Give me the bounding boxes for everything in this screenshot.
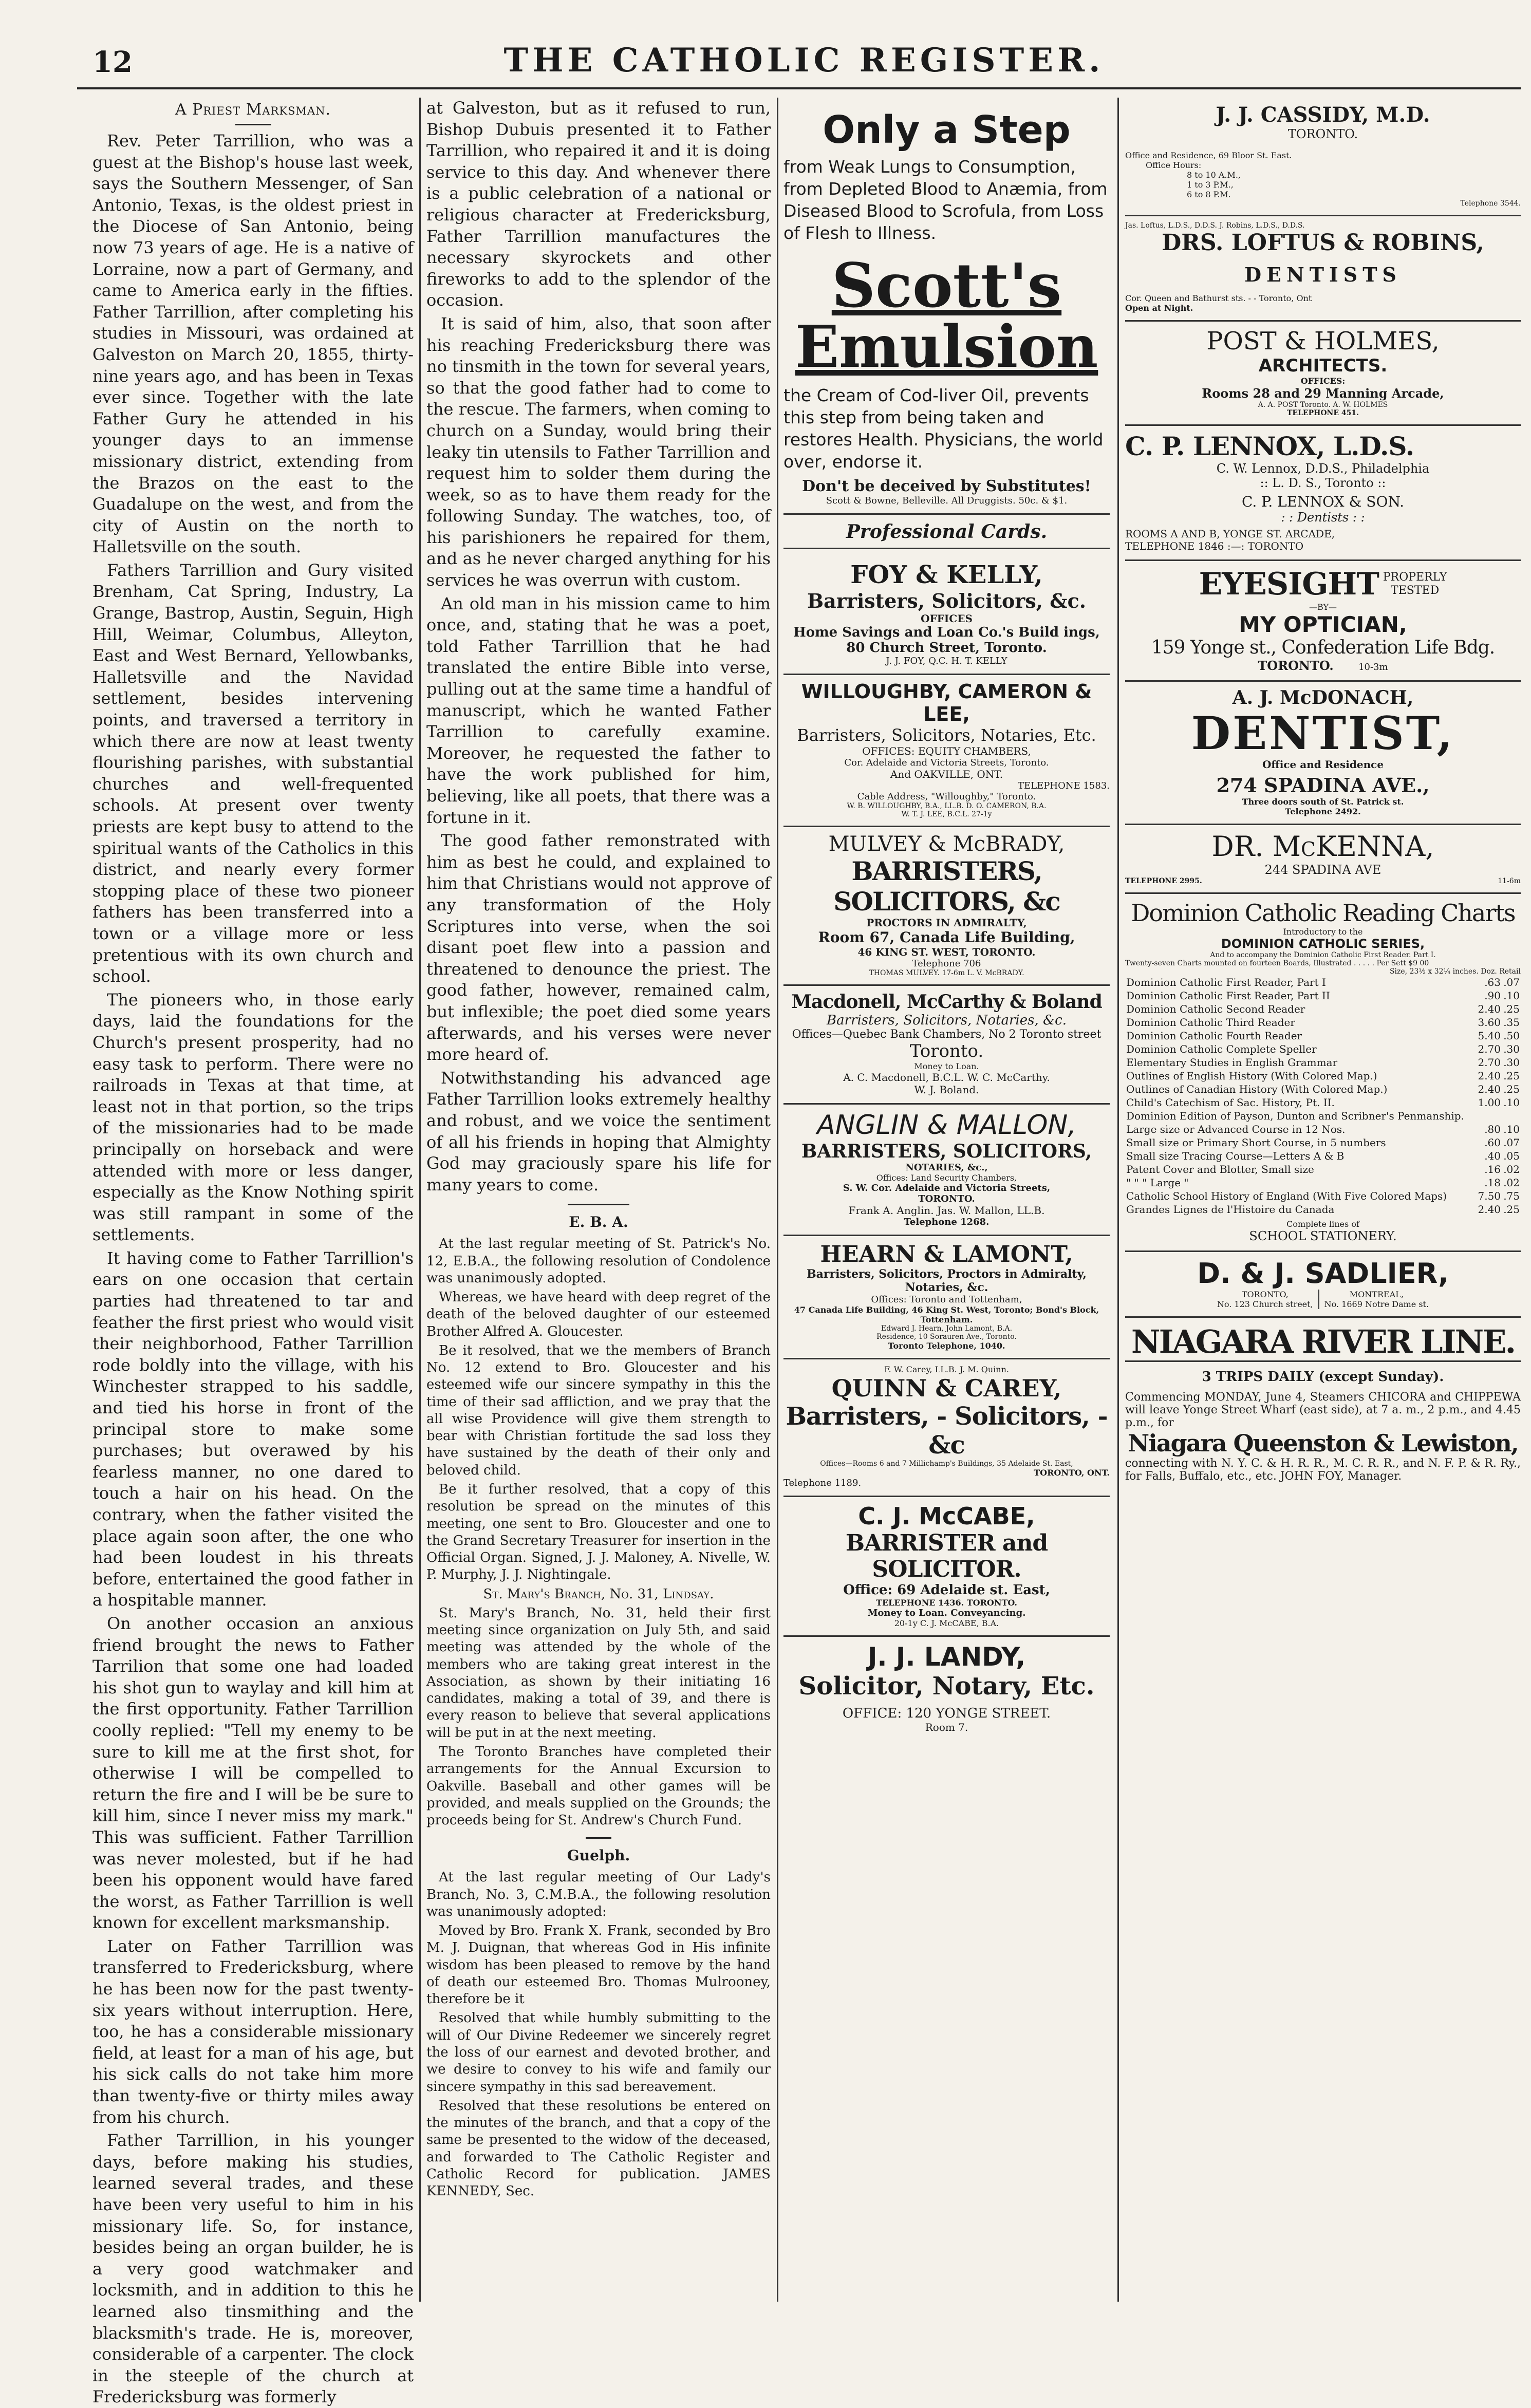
column-rule — [419, 98, 421, 2302]
price-cell-doz: 2.40 — [1478, 1069, 1501, 1082]
price-row — [1125, 1069, 1521, 1082]
eba-paragraph: Whereas, we have heard with deep regret of the death of the beloved daughter of our esteemed Brother Alfred A. Gloucester. — [426, 1290, 771, 1339]
card-line: TORONTO, ONT. — [1034, 1467, 1110, 1478]
card-line: TELEPHONE 1583. — [1018, 780, 1110, 791]
price-cell-name: Dominion Catholic First Reader, Part I — [1126, 976, 1326, 988]
card-line: Offices: Land Security Chambers, — [876, 1172, 1017, 1183]
card-name: MULVEY & McBRADY, — [828, 832, 1065, 856]
masthead — [77, 41, 1531, 87]
card-line: Telephone 3544. — [1460, 199, 1521, 208]
card-name: EYESIGHT — [1199, 566, 1379, 602]
article-separator — [568, 1204, 629, 1205]
mulvey-card — [783, 827, 1110, 986]
card-line: F. W. Carey, LL.B. J. M. Quinn. — [884, 1364, 1009, 1374]
card-line: 47 Canada Life Building, 46 King St. West, Toronto; Bond's Block, Tottenham. — [794, 1304, 1099, 1324]
card-name: FOY & KELLY, — [850, 560, 1043, 589]
anglin-card — [783, 1105, 1110, 1236]
price-cell-retail: .25 — [1503, 1002, 1520, 1015]
article-paragraph: The pioneers who, in those early days, laid the foundations for the Church's present prosperity, had no easy task to perform. There were no railroads in Texas at that time, at least not in that portion, so the trips of the missionaries had to be made principally on horseback and were attended with more or less danger, especially as the Know Nothing spirit was still rampant in some of the settlements. — [92, 990, 414, 1245]
card-line: Toronto. — [909, 1040, 984, 1061]
card-line: Open at Night. — [1125, 303, 1193, 313]
price-cell-doz: 7.50 — [1478, 1189, 1501, 1202]
card-line: BARRISTER and SOLICITOR. — [845, 1529, 1048, 1582]
price-cell-name: Dominion Catholic Complete Speller — [1126, 1042, 1317, 1055]
card-line: 46 KING ST. WEST, TORONTO. — [857, 945, 1036, 958]
price-row — [1125, 1002, 1521, 1016]
article-paragraph: An old man in his mission came to him once, and, stating that he was a poet, told Father Tarrillion that he had translated the entire Bible into verse, pulling out at the same time a handful of manuscript, which he wanted Father Tarrillion to carefully examine. Moreover, he requested the father to have the work published for him, believing, like all poets, that there was a fortune in it. — [426, 593, 771, 827]
card-line: Room 67, Canada Life Building, — [818, 928, 1075, 946]
price-cell-doz: .40 — [1484, 1149, 1501, 1162]
price-cell-retail: .07 — [1503, 1136, 1520, 1149]
card-line: C. W. Lennox, D.D.S., Philadelphia — [1216, 461, 1430, 476]
mcdonagh-card — [1125, 682, 1521, 825]
card-line: 10-3m — [1358, 662, 1388, 673]
card-line: Niagara Queenston & Lewiston, — [1128, 1429, 1518, 1457]
eba-paragraph: The Toronto Branches have completed their arrangements for the Annual Excursion to Oakville. Baseball and other games will be provided, and meals supplied on the Grounds; the proceeds being for St. Andrew's Church Fund. — [426, 1744, 771, 1828]
ad-maker: Scott & Bowne, Belleville. All Druggists. 50c. & $1. — [826, 495, 1068, 506]
price-cell-retail: .25 — [1503, 1203, 1520, 1216]
card-name: J. J. CASSIDY, M.D. — [1216, 103, 1430, 127]
column-1 — [92, 98, 414, 2407]
card-name: DR. McKENNA, — [1211, 830, 1434, 863]
card-line: Money to Loan. Conveyancing. — [867, 1607, 1026, 1618]
guelph-heading: Guelph. — [567, 1847, 630, 1864]
card-line: TELEPHONE 1846 :—: TORONTO — [1125, 540, 1304, 552]
card-line: PROPERLY — [1383, 570, 1447, 584]
card-line: PROCTORS IN ADMIRALTY, — [866, 916, 1027, 929]
price-cell-doz: .18 — [1484, 1176, 1501, 1189]
price-row — [1125, 976, 1521, 989]
ad-headline: Only a Step — [823, 108, 1071, 152]
price-cell-name: Large size or Advanced Course in 12 Nos. — [1126, 1123, 1346, 1135]
page-number: 12 — [92, 45, 133, 79]
macdonell-card — [783, 986, 1110, 1105]
reading-charts-ad — [1125, 894, 1521, 1252]
article-paragraph: Notwithstanding his advanced age Father Tarrillion looks extremely healthy and robust, and we voice the sentiment of all his friends in hoping that Almighty God may graciously spare his life for many years to come. — [426, 1068, 771, 1194]
price-row — [1125, 1042, 1521, 1056]
guelph-paragraph: At the last regular meeting of Our Lady's Branch, No. 3, C.M.B.A., the following resolution was unanimously adopted: — [426, 1870, 771, 1919]
card-line: ARCHITECTS. — [1258, 356, 1388, 376]
price-row — [1125, 1082, 1521, 1096]
headline-rule — [235, 124, 271, 125]
sadlier-ad — [1125, 1252, 1521, 1318]
card-line: No. 123 Church street, — [1217, 1299, 1313, 1309]
card-line: Introductory to the — [1283, 926, 1363, 937]
price-row — [1125, 1056, 1521, 1069]
price-cell-name: Outlines of Canadian History (With Colored Map.) — [1126, 1082, 1388, 1095]
card-line: 1 to 3 P.M., — [1187, 180, 1234, 190]
price-row — [1125, 1029, 1521, 1042]
eba-heading: E. B. A. — [569, 1214, 628, 1231]
card-name: WILLOUGHBY, CAMERON & LEE, — [801, 680, 1092, 725]
lennox-card — [1125, 426, 1521, 561]
price-cell-name: Dominion Catholic Fourth Reader — [1126, 1029, 1302, 1042]
card-name: A. J. McDONACH, — [1232, 687, 1414, 708]
willoughby-card — [783, 675, 1110, 827]
card-name: QUINN & CAREY, — [831, 1374, 1062, 1402]
price-cell-doz: 2.70 — [1478, 1042, 1501, 1055]
card-line: 244 SPADINA AVE — [1264, 862, 1381, 877]
card-line: Cor. Queen and Bathurst sts. - - Toronto, Ont — [1125, 293, 1312, 303]
card-line: OFFICE: 120 YONGE STREET. — [842, 1705, 1051, 1721]
card-line: Room 7. — [925, 1721, 968, 1733]
price-cell-name: Dominion Catholic First Reader, Part II — [1126, 989, 1330, 1002]
card-name: C. P. LENNOX, L.D.S. — [1125, 431, 1414, 461]
card-line: Commencing MONDAY, June 4, Steamers CHICORA and CHIPPEWA will leave Yonge Street Wharf (east side), at 7 a. m., 2 p.m., and 4.45 p.m., for — [1125, 1390, 1521, 1429]
price-cell-name: Dominion Catholic Second Reader — [1126, 1002, 1305, 1015]
card-line: Solicitor, Notary, Etc. — [798, 1671, 1095, 1701]
price-row — [1125, 1096, 1521, 1109]
newspaper-title: THE CATHOLIC REGISTER. — [503, 41, 1105, 80]
card-line: Cable Address, "Willoughby," Toronto. — [857, 791, 1036, 802]
card-line: 8 to 10 A.M., — [1187, 170, 1241, 180]
price-row — [1125, 1109, 1521, 1123]
card-line: Barristers, - Solicitors, - &c — [786, 1402, 1108, 1460]
card-line: Telephone 1189. — [783, 1477, 862, 1488]
article-paragraph: It is said of him, also, that soon after his reaching Fredericksburg there was no tinsmith in the town for several years, so that the good father had to come to the rescue. The farmers, when coming to church on a Sunday, would bring their leaky tin utensils to Father Tarrillion and request him to solder them during the week, so as to have them ready for the following Sunday. The watches, too, of his parishioners he repaired for them, and as he never charged anything for his services he was overrun with custom. — [426, 313, 771, 590]
card-line: MY OPTICIAN, — [1239, 612, 1407, 637]
card-line: 159 Yonge st., Confederation Life Bdg. — [1151, 637, 1495, 658]
card-line: W. B. WILLOUGHBY, B.A., LL.B. D. O. CAMERON, B.A. — [847, 801, 1047, 810]
card-line: 11-6m — [1498, 876, 1521, 885]
card-line: BARRISTERS, SOLICITORS, — [801, 1140, 1092, 1162]
card-line: 3 TRIPS DAILY (except Sunday). — [1202, 1369, 1444, 1385]
eyesight-card — [1125, 561, 1521, 682]
card-name: NIAGARA RIVER LINE. — [1125, 1323, 1521, 1362]
card-line: Complete lines of — [1286, 1219, 1359, 1229]
card-line: Offices—Rooms 6 and 7 Millichamp's Buildings, 35 Adelaide St. East, — [820, 1459, 1073, 1468]
price-cell-name: Catholic School History of England (With Five Colored Maps) — [1126, 1189, 1447, 1202]
price-cell-name: Patent Cover and Blotter, Small size — [1126, 1163, 1314, 1175]
card-name: C. J. McCABE, — [858, 1502, 1035, 1530]
price-row — [1125, 1163, 1521, 1176]
card-line: Office Hours: — [1146, 160, 1202, 170]
mckenna-card — [1125, 825, 1521, 894]
price-cell-retail: .02 — [1503, 1163, 1520, 1175]
card-name: DRS. LOFTUS & ROBINS, — [1162, 230, 1484, 256]
card-line: W. J. Boland. — [914, 1083, 979, 1096]
column-rule — [777, 98, 778, 2302]
card-line: No. 1669 Notre Dame st. — [1324, 1299, 1429, 1309]
quinn-carey-card — [783, 1359, 1110, 1497]
card-line: TORONTO, — [1241, 1289, 1289, 1299]
column-rule — [1117, 98, 1119, 2302]
card-name: D. & J. SADLIER, — [1197, 1257, 1449, 1290]
price-cell-doz: 2.70 — [1478, 1056, 1501, 1069]
article-paragraph: Father Tarrillion, in his younger days, before making his studies, learned several trades, and these have been very useful to him in his missionary life. So, for instance, besides being an organ builder, he is a very good watchmaker and locksmith, and in addition to this he learned also tinsmithing and the blacksmith's trade. He is, moreover, considerable of a carpenter. The clock in the steeple of the church at Fredericksburg was formerly — [92, 2131, 414, 2407]
price-cell-doz: .80 — [1484, 1123, 1501, 1135]
article-paragraph: Fathers Tarrillion and Gury visited Brenham, Cat Spring, Industry, La Grange, Bastrop, Austin, Seguin, High Hill, Weimar, Columbus, Alleyton, East and West Bernard, Yellowbanks, Halletsville and the Navidad settlement, besides intervening points, and traversed a territory in which there are now at least twenty flourishing parishes, with substantial churches and well-frequented schools. At present over twenty priests are kept busy to attend to the spiritual wants of the Catholics in this district, and nearly every former stopping place of these two pioneer fathers has been transferred into a town or a village more or less pretentious with its own church and school. — [92, 560, 414, 986]
price-cell-retail: .25 — [1503, 1069, 1520, 1082]
card-line: 6 to 8 P.M. — [1187, 190, 1231, 199]
masthead-rule — [77, 87, 1521, 89]
ad-brand: Emulsion — [795, 313, 1098, 381]
price-row — [1125, 1176, 1521, 1189]
card-line: —BY— — [1309, 602, 1337, 612]
card-line: TESTED — [1391, 584, 1440, 597]
eba-subheading: St. Mary's Branch, No. 31, Lindsay. — [483, 1586, 714, 1602]
card-line: THOMAS MULVEY. 17-6m L. V. McBRADY. — [869, 968, 1024, 977]
card-line: DOMINION CATHOLIC SERIES, — [1221, 936, 1425, 951]
card-line: MONTREAL, — [1349, 1289, 1404, 1299]
price-cell-doz — [1476, 1109, 1502, 1123]
card-name: J. J. LANDY, — [867, 1641, 1026, 1672]
card-line: Toronto Telephone, 1040. — [888, 1340, 1005, 1351]
card-line: TORONTO. — [918, 1193, 975, 1204]
card-line: Office and Residence — [1262, 758, 1384, 771]
card-line: : : Dentists : : — [1281, 510, 1365, 525]
price-cell-retail: .10 — [1503, 989, 1520, 1002]
card-name: Macdonell, McCarthy & Boland — [791, 991, 1102, 1013]
card-line: DENTIST, — [1191, 706, 1455, 760]
card-line: Three doors south of St. Patrick st. — [1242, 796, 1404, 807]
card-line: Edward J. Hearn, John Lamont, B.A. — [881, 1324, 1013, 1333]
card-line: Frank A. Anglin. Jas. W. Mallon, LL.B. — [848, 1204, 1045, 1217]
price-cell-doz: .16 — [1484, 1163, 1501, 1175]
card-line: NOTARIES, &c., — [905, 1162, 988, 1173]
price-row — [1125, 1123, 1521, 1136]
ad-brand: Scott's — [831, 249, 1062, 321]
price-row — [1125, 1149, 1521, 1163]
price-cell-retail: .30 — [1503, 1042, 1520, 1055]
card-line: Offices: Toronto and Tottenham, — [871, 1294, 1022, 1305]
card-line: Office: 69 Adelaide st. East, — [843, 1582, 1050, 1598]
article-paragraph: It having come to Father Tarrillion's ears on one occasion that certain parties had threatened to tar and feather the first priest who would visit their neighborhood, Father Tarrillion rode boldly into the village, with his Winchester strapped to his saddle, and tied his horse in front of the principal store to make some purchases; but overawed by his fearless manner, no one dared to touch a hair on his head. On the contrary, when the father visited the place again soon after, the one who had been loudest in his threats before, entertained the good father in a hospitable manner. — [92, 1248, 414, 1610]
card-line: J. J. FOY, Q.C. H. T. KELLY — [886, 655, 1007, 666]
card-line: And OAKVILLE, ONT. — [890, 768, 1003, 780]
price-cell-retail — [1502, 1109, 1521, 1123]
card-line: C. P. LENNOX & SON. — [1241, 493, 1405, 510]
price-cell-name: Dominion Catholic Third Reader — [1126, 1016, 1295, 1029]
price-cell-name: Outlines of English History (With Colored Map.) — [1126, 1069, 1377, 1082]
card-line: Twenty-seven Charts mounted on fourteen Boards, Illustrated . . . . . Per Sett $9 00 — [1125, 959, 1429, 967]
price-cell-name: Small size Tracing Course—Letters A & B — [1126, 1149, 1345, 1162]
price-cell-doz: 2.40 — [1478, 1082, 1501, 1095]
price-cell-name: Grandes Lignes de l'Histoire du Canada — [1126, 1203, 1335, 1216]
card-line: Barristers, Solicitors, Notaries, Etc. — [797, 725, 1096, 745]
column-2 — [426, 98, 771, 2302]
guelph-paragraph: Resolved that these resolutions be entered on the minutes of the branch, and that a copy of the same be presented to the widow of the deceased, and forwarded to The Catholic Register and Catholic Record for publication. JAMES KENNEDY, Sec. — [426, 2098, 771, 2199]
price-cell-doz: 5.40 — [1478, 1029, 1501, 1042]
price-cell-retail: .50 — [1503, 1029, 1520, 1042]
card-line: 20-1y C. J. McCABE, B.A. — [894, 1618, 999, 1628]
price-cell-doz: .60 — [1484, 1136, 1501, 1149]
cassidy-card — [1125, 98, 1521, 216]
card-line: S. W. Cor. Adelaide and Victoria Streets, — [843, 1182, 1051, 1193]
price-cell-retail: .02 — [1503, 1176, 1520, 1189]
card-line: Offices—Quebec Bank Chambers, No 2 Toronto street — [792, 1028, 1101, 1041]
price-cell-doz: 2.40 — [1478, 1203, 1501, 1216]
card-line: Money to Loan. — [914, 1061, 979, 1071]
column-4 — [1125, 98, 1521, 2302]
card-line: Home Savings and Loan Co.'s Build ings, 80 Church Street, Toronto. — [793, 624, 1100, 656]
price-cell-retail: .07 — [1503, 976, 1520, 988]
price-cell-retail: .10 — [1503, 1096, 1520, 1109]
card-line: And to accompany the Dominion Catholic First Reader. Part I. — [1210, 950, 1436, 959]
price-cell-doz: 3.60 — [1478, 1016, 1501, 1029]
price-cell-retail: .75 — [1503, 1189, 1520, 1202]
card-line: 274 SPADINA AVE., — [1216, 773, 1430, 797]
price-cell-doz: .63 — [1484, 976, 1501, 988]
price-cell-name: Child's Catechism of Sac. History, Pt. II. — [1126, 1096, 1335, 1109]
card-line: ROOMS A AND B, YONGE ST. ARCADE, — [1125, 528, 1335, 540]
price-cell-retail: .05 — [1503, 1149, 1520, 1162]
loftus-card — [1125, 216, 1521, 322]
mccabe-card — [783, 1497, 1110, 1637]
price-cell-retail: .30 — [1503, 1056, 1520, 1069]
card-line: DENTISTS — [1244, 263, 1402, 286]
price-row — [1125, 1136, 1521, 1149]
article-paragraph: Rev. Peter Tarrillion, who was a guest at the Bishop's house last week, says the Southern Messenger, of San Antonio, Texas, is the oldest priest in the Diocese of San Antonio, being now 73 years of age. He is a native of Lorraine, now a part of Germany, and came to America early in the fifties. Father Tarrillion, after completing his studies in Missouri, was ordained at Galveston on March 20, 1855, thirty-nine years ago, and has been in Texas ever since. Together with the late Father Gury he attended in his younger days to an immense missionary district, extending from the Brazos on the east to the Guadalupe on the west, and from the city of Austin on the north to Halletsville on the south. — [92, 131, 414, 557]
column-3 — [783, 98, 1110, 2302]
post-holmes-card — [1125, 322, 1521, 426]
card-line: Barristers, Solicitors, &c. — [807, 589, 1086, 612]
card-line: Telephone 2492. — [1285, 806, 1361, 816]
card-line: TELEPHONE 2995. — [1125, 876, 1202, 885]
card-line: Barristers, Solicitors, Proctors in Admiralty, Notaries, &c. — [807, 1267, 1087, 1294]
price-cell-retail: .25 — [1503, 1082, 1520, 1095]
price-row — [1125, 1189, 1521, 1203]
guelph-paragraph: Moved by Bro. Frank X. Frank, seconded by Bro M. J. Duignan, that whereas God in His infinite wisdom has been pleased to remove by the hand of death our esteemed Bro. Thomas Mulrooney, therefore be it — [426, 1923, 771, 2007]
card-line: Jas. Loftus, L.D.S., D.D.S. J. Robins, L.D.S., D.D.S. — [1125, 221, 1305, 230]
card-line: TORONTO. — [1258, 658, 1334, 673]
article-paragraph: On another occasion an anxious friend brought the news to Father Tarrilion that some one had loaded his shot gun to waylay and kill him at the first opportunity. Father Tarrillion coolly replied: "Tell my enemy to be sure to kill me at the first shot, for otherwise I will be compelled to return the fire and I will be be sure to kill him, since I never miss my mark." This was sufficient. Father Tarrillion was never molested, but if he had been his opponent would have fared the worst, as Father Tarrillion is well known for excellent marksmanship. — [92, 1613, 414, 1933]
price-cell-doz: .90 — [1484, 989, 1501, 1002]
card-line: Barristers, Solicitors, Notaries, &c. — [827, 1012, 1067, 1028]
price-cell-doz: 2.40 — [1478, 1002, 1501, 1015]
eba-paragraph: At the last regular meeting of St. Patrick's No. 12, E.B.A., the following resolution of Condolence was unanimously adopted. — [426, 1236, 771, 1286]
ad-text: from Weak Lungs to Consumption, from Depleted Blood to Anæmia, from Diseased Blood to Scrofula, from Loss of Flesh to Illness. — [783, 157, 1108, 243]
scotts-emulsion-ad — [783, 98, 1110, 515]
price-cell-name: " " " Large " — [1126, 1176, 1189, 1189]
ad-text: the Cream of Cod-liver Oil, prevents this step from being taken and restores Health. Physicians, the world over, endorse it. — [783, 385, 1104, 472]
card-line: Residence, 10 Sorauren Ave., Toronto. — [876, 1332, 1017, 1341]
price-cell-doz: 1.00 — [1478, 1096, 1501, 1109]
article-paragraph: The good father remonstrated with him as best he could, and explained to him that Christians would not approve of any transformation of the Holy Scriptures into verse, when the soi disant poet flew into a passion and threatened to denounce the priest. The good father, however, remained calm, but inflexible; the poet died some years afterwards, and his verses were never more heard of. — [426, 831, 771, 1065]
card-line: connecting with N. Y. C. & H. R. R., M. C. R. R., and N. F. P. & R. Ry., for Falls, Buffalo, etc., etc. JOHN FOY, Manager. — [1125, 1457, 1521, 1483]
card-line: BARRISTERS, SOLICITORS, &c — [833, 855, 1060, 917]
card-name: ANGLIN & MALLON, — [817, 1109, 1076, 1141]
price-cell-retail: .10 — [1503, 1123, 1520, 1135]
card-name: HEARN & LAMONT, — [820, 1241, 1073, 1267]
eba-paragraph: Be it resolved, that we the members of Branch No. 12 extend to Bro. Gloucester and his esteemed wife our sincere sympathy in this the time of their sad affliction, and we pray that the all wise Providence will give them strength to bear with Christian fortitude the sad loss they have sustained by the death of their only and beloved child. — [426, 1342, 771, 1478]
card-line: OFFICES — [921, 612, 973, 625]
article-headline: A Priest Marksman. — [175, 101, 331, 119]
card-line: A. A. POST Toronto. A. W. HOLMES — [1258, 401, 1388, 409]
card-line: Telephone 1268. — [904, 1216, 989, 1227]
article-separator — [586, 1837, 611, 1839]
card-line: Office and Residence, 69 Bloor St. East. — [1125, 151, 1292, 160]
price-cell-name: Elementary Studies in English Grammar — [1126, 1056, 1338, 1069]
price-table — [1125, 976, 1521, 1216]
card-name: POST & HOLMES, — [1206, 327, 1440, 356]
price-cell-name: Dominion Edition of Payson, Dunton and Scribner's Penmanship. — [1126, 1109, 1464, 1122]
price-row — [1125, 989, 1521, 1002]
eba-paragraph: Be it further resolved, that a copy of this resolution be spread on the minutes of this meeting, one sent to Bro. Gloucester and one to the Grand Secretary Treasurer for insertion in the Official Organ. Signed, J. J. Maloney, A. Nivelle, W. P. Murphy, J. J. Nightingale. — [426, 1482, 771, 1583]
guelph-paragraph: Resolved that while humbly submitting to the will of Our Divine Redeemer we sincerely regret the loss of our earnest and devoted brother, and we desire to convey to his wife and family our sincere sympathy in this sad bereavement. — [426, 2010, 771, 2095]
price-row — [1125, 1203, 1521, 1216]
card-line: Size, 23½ x 32¼ inches. Doz. Retail — [1389, 967, 1521, 976]
card-line: :: L. D. S., Toronto :: — [1260, 476, 1386, 490]
card-name: Dominion Catholic Reading Charts — [1131, 899, 1515, 927]
eba-paragraph: St. Mary's Branch, No. 31, held their first meeting since organization on July 5th, and said meeting was attended by the whole of the members who are taking great interest in the Association, as shown by their initiating 16 candidates, making a total of 39, and there is every reason to believe that several applications will be put in at the next meeting. — [426, 1605, 771, 1741]
card-line: A. C. Macdonell, B.C.L. W. C. McCarthy. — [843, 1071, 1050, 1084]
article-paragraph: Later on Father Tarrillion was transferred to Fredericksburg, where he has been now for the past twenty-six years without interruption. Here, too, he has a considerable missionary field, at least for a man of his age, but his sick calls do not take him more than twenty-five or thirty miles away from his church. — [92, 1936, 414, 2127]
card-line: OFFICES: EQUITY CHAMBERS, — [862, 744, 1031, 757]
landy-card — [783, 1637, 1110, 1733]
card-line: Rooms 28 and 29 Manning Arcade, — [1202, 386, 1444, 401]
card-line: TELEPHONE 451. — [1287, 409, 1359, 417]
card-line: Telephone 706 — [912, 958, 981, 969]
foy-kelly-card — [783, 555, 1110, 675]
price-cell-name: Small size or Primary Short Course, in 5 numbers — [1126, 1136, 1386, 1149]
card-line: OFFICES: — [1300, 376, 1346, 386]
price-cell-retail: .35 — [1503, 1016, 1520, 1029]
card-line: Cor. Adelaide and Victoria Streets, Toronto. — [844, 757, 1049, 768]
hearn-card — [783, 1236, 1110, 1359]
professional-cards-heading: Professional Cards. — [783, 521, 1110, 549]
ad-warning: Don't be deceived by Substitutes! — [802, 477, 1091, 495]
card-line: TELEPHONE 1436. TORONTO. — [876, 1597, 1017, 1608]
card-line: W. T. J. LEE, B.C.L. 27-1y — [901, 810, 992, 818]
price-row — [1125, 1016, 1521, 1029]
article-paragraph: at Galveston, but as it refused to run, Bishop Dubuis presented it to Father Tarrillion, who repaired it and it is doing service to this day. And whenever there is a public celebration of a national or religious character at Fredericksburg, Father Tarrillion manufactures the necessary skyrockets and other fireworks to add to the splendor of the occasion. — [426, 98, 771, 310]
card-line: SCHOOL STATIONERY. — [1249, 1228, 1397, 1243]
card-line: TORONTO. — [1287, 127, 1358, 141]
niagara-ad — [1125, 1318, 1521, 1483]
